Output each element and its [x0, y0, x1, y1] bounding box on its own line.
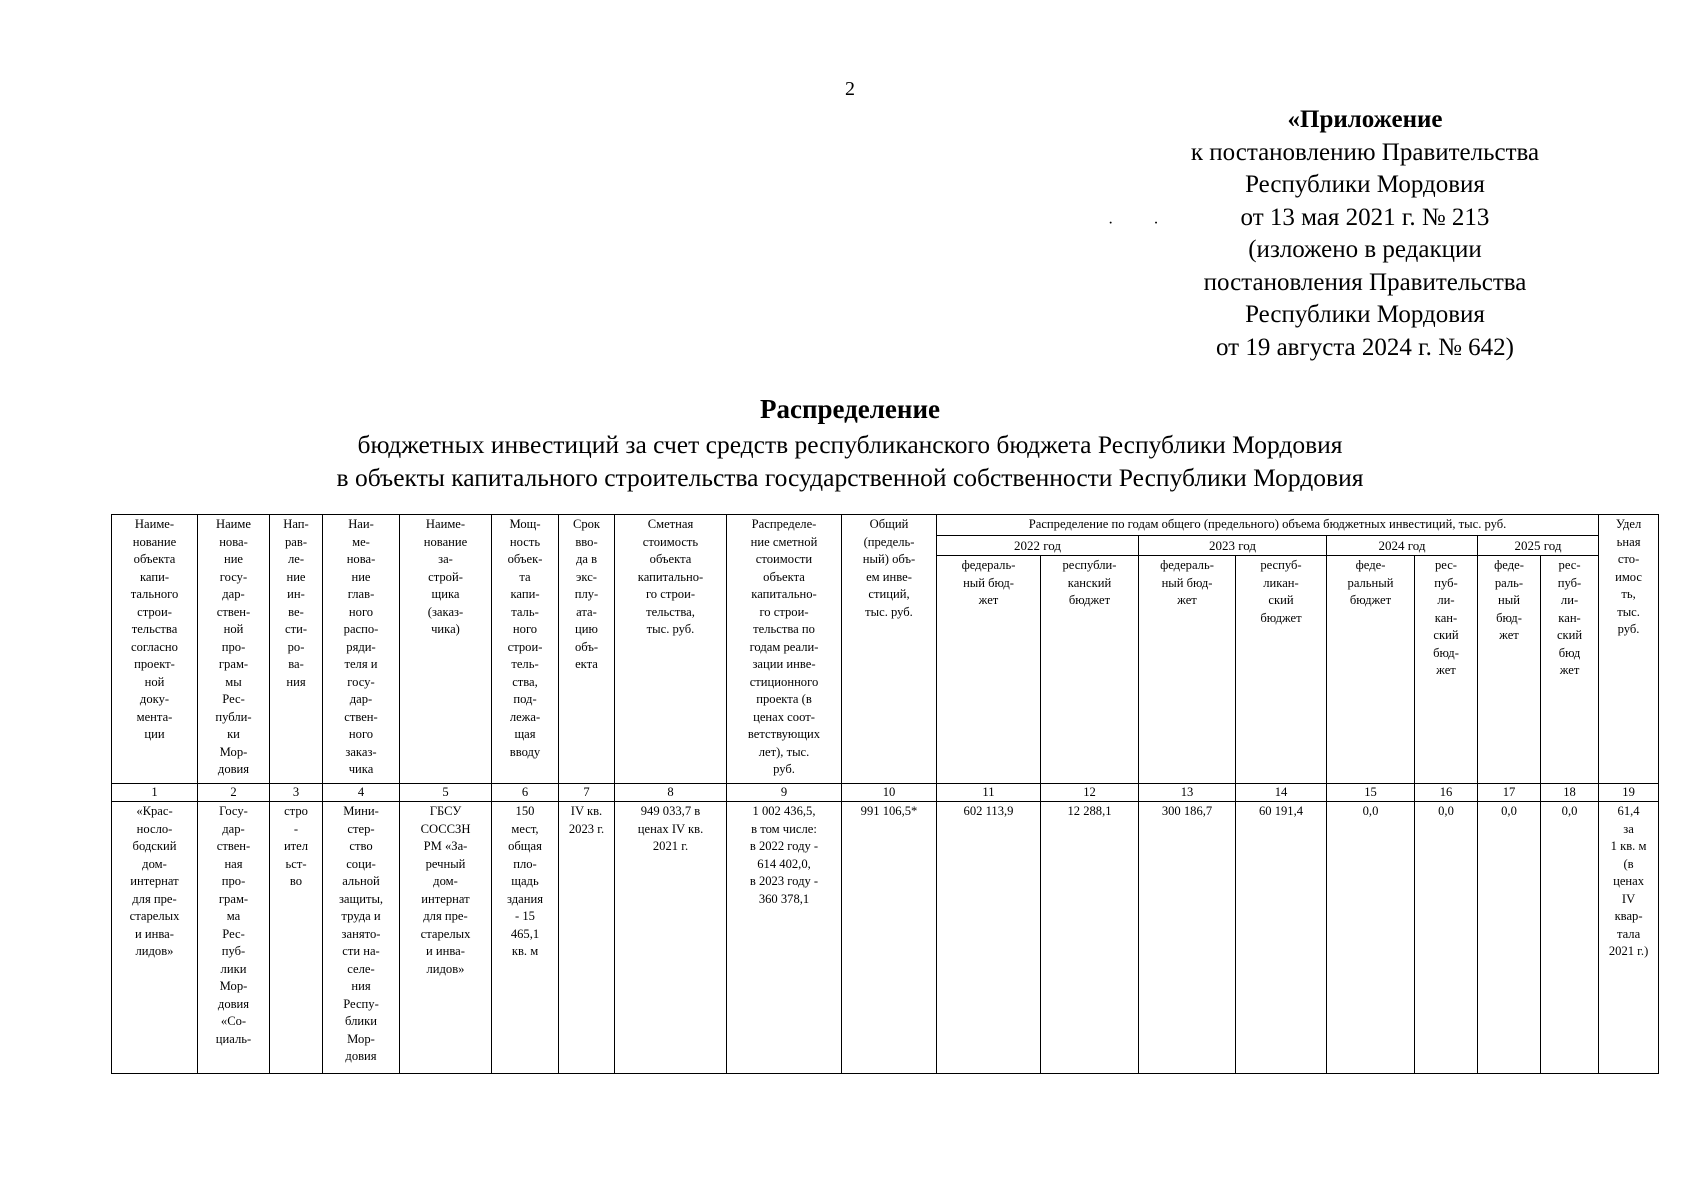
cell-commissioning-date: IV кв. 2023 г. [559, 802, 615, 1074]
column-number: 2 [198, 784, 270, 802]
cell-federal-2025: 0,0 [1478, 802, 1541, 1074]
scan-speck: · · [1108, 215, 1177, 232]
column-number-row [112, 784, 1659, 802]
cell-object-name: «Крас- носло- бодский дом- интернат для пре- старелых и инва- лидов» [112, 802, 198, 1074]
page-number: 2 [845, 78, 855, 100]
appendix-line: от 13 мая 2021 г. № 213 [1240, 203, 1490, 231]
document-subtitle [0, 428, 1700, 494]
header-object-name: Наиме- нование объекта капи- тального строи- тельства согласно проект- ной доку- мента- ции [112, 515, 198, 784]
cell-estimated-cost: 949 033,7 в ценах IV кв. 2021 г. [615, 802, 727, 1074]
cell-federal-2024: 0,0 [1327, 802, 1415, 1074]
appendix-line: (изложено в редакции [1248, 236, 1482, 263]
cell-developer: ГБСУ СОССЗН РМ «За- речный дом- интернат для пре- старелых и инва- лидов» [400, 802, 492, 1074]
column-number: 12 [1041, 784, 1139, 802]
cell-federal-2023: 300 186,7 [1139, 802, 1236, 1074]
header-distribution-by-year: Распределение по годам общего (предельного) объема бюджетных инвестиций, тыс. руб. [937, 515, 1599, 536]
cell-cost-distribution: 1 002 436,5, в том числе: в 2022 году - 614 402,0, в 2023 году - 360 378,1 [727, 802, 842, 1074]
column-number: 5 [400, 784, 492, 802]
cell-republican-2024: 0,0 [1415, 802, 1478, 1074]
appendix-line: постановления Правительства [1203, 268, 1527, 296]
header-year-2025: 2025 год [1478, 535, 1599, 556]
column-number: 8 [615, 784, 727, 802]
column-number: 6 [492, 784, 559, 802]
cell-total-investment: 991 106,5* [842, 802, 937, 1074]
header-federal-2024: феде- ральный бюджет [1327, 556, 1415, 784]
document-title: Распределение [759, 394, 941, 424]
appendix-line: Республики Мордовия [1245, 171, 1485, 198]
column-number: 7 [559, 784, 615, 802]
cell-investment-direction: стро - ител ьст- во [270, 802, 323, 1074]
header-chief-administrator: Наи- ме- нова- ние глав- ного распо- ряди- теля и госу- дар- ствен- ного заказ- чика [323, 515, 400, 784]
header-federal-2022: федераль- ный бюд- жет [937, 556, 1041, 784]
header-year-2022: 2022 год [937, 535, 1139, 556]
header-federal-2023: федераль- ный бюд- жет [1139, 556, 1236, 784]
column-number: 18 [1541, 784, 1599, 802]
header-year-2024: 2024 год [1327, 535, 1478, 556]
header-cost-distribution: Распределе- ние сметной стоимости объекта капитально- го строи- тельства по годам реали- зации инве- стиционного проекта (в ценах соот- ветствующих лет), тыс. руб. [727, 515, 842, 784]
header-federal-2025: феде- раль- ный бюд- жет [1478, 556, 1541, 784]
column-number: 10 [842, 784, 937, 802]
subtitle-line: в объекты капитального строительства государственной собственности Республики Мордовия [336, 463, 1364, 492]
header-republican-2022: республи- канский бюджет [1041, 556, 1139, 784]
header-estimated-cost: Сметная стоимость объекта капитально- го строи- тельства, тыс. руб. [615, 515, 727, 784]
cell-unit-cost: 61,4 за 1 кв. м (в ценах IV квар- тала 2021 г.) [1599, 802, 1659, 1074]
cell-capacity: 150 мест, общая пло- щадь здания - 15 465,1 кв. м [492, 802, 559, 1074]
header-republican-2024: рес- пуб- ли- кан- ский бюд- жет [1415, 556, 1478, 784]
appendix-header [1150, 104, 1580, 364]
header-total-investment: Общий (предель- ный) объ- ем инве- стиций, тыс. руб. [842, 515, 937, 784]
header-republican-2025: рес- пуб- ли- кан- ский бюд жет [1541, 556, 1599, 784]
header-program-name: Наиме нова- ние госу- дар- ствен- ной про- грам- мы Рес- публи- ки Мор- довия [198, 515, 270, 784]
cell-chief-administrator: Мини- стер- ство соци- альной защиты, труда и занято- сти на- селе- ния Респу- блики Мор- довия [323, 802, 400, 1074]
header-commissioning-date: Срок вво- да в экс- плу- ата- цию объ- екта [559, 515, 615, 784]
cell-republican-2025: 0,0 [1541, 802, 1599, 1074]
column-number: 4 [323, 784, 400, 802]
appendix-line: к постановлению Правительства [1190, 138, 1540, 166]
column-number: 3 [270, 784, 323, 802]
investment-table [111, 514, 1659, 1074]
header-capacity: Мощ- ность объек- та капи- таль- ного строи- тель- ства, под- лежа- щая вводу [492, 515, 559, 784]
column-number: 16 [1415, 784, 1478, 802]
header-year-2023: 2023 год [1139, 535, 1327, 556]
column-number: 19 [1599, 784, 1659, 802]
cell-program-name: Госу- дар- ствен- ная про- грам- ма Рес- пуб- лики Мор- довия «Со- циаль- [198, 802, 270, 1074]
column-number: 11 [937, 784, 1041, 802]
header-developer: Наиме- нование за- строй- щика (заказ- чика) [400, 515, 492, 784]
cell-republican-2022: 12 288,1 [1041, 802, 1139, 1074]
appendix-title: «Приложение [1287, 106, 1443, 133]
subtitle-line: бюджетных инвестиций за счет средств республиканского бюджета Республики Мордовия [357, 430, 1343, 459]
cell-federal-2022: 602 113,9 [937, 802, 1041, 1074]
appendix-line: Республики Мордовия [1245, 301, 1485, 328]
cell-republican-2023: 60 191,4 [1236, 802, 1327, 1074]
column-number: 1 [112, 784, 198, 802]
column-number: 9 [727, 784, 842, 802]
column-number: 15 [1327, 784, 1415, 802]
column-number: 17 [1478, 784, 1541, 802]
appendix-line: от 19 августа 2024 г. № 642) [1215, 333, 1515, 361]
header-unit-cost: Удел ьная сто- имос ть, тыс. руб. [1599, 515, 1659, 784]
column-number: 14 [1236, 784, 1327, 802]
header-republican-2023: респуб- ликан- ский бюджет [1236, 556, 1327, 784]
table-row [112, 802, 1659, 1074]
column-number: 13 [1139, 784, 1236, 802]
header-investment-direction: Нап- рав- ле- ние ин- ве- сти- ро- ва- ния [270, 515, 323, 784]
